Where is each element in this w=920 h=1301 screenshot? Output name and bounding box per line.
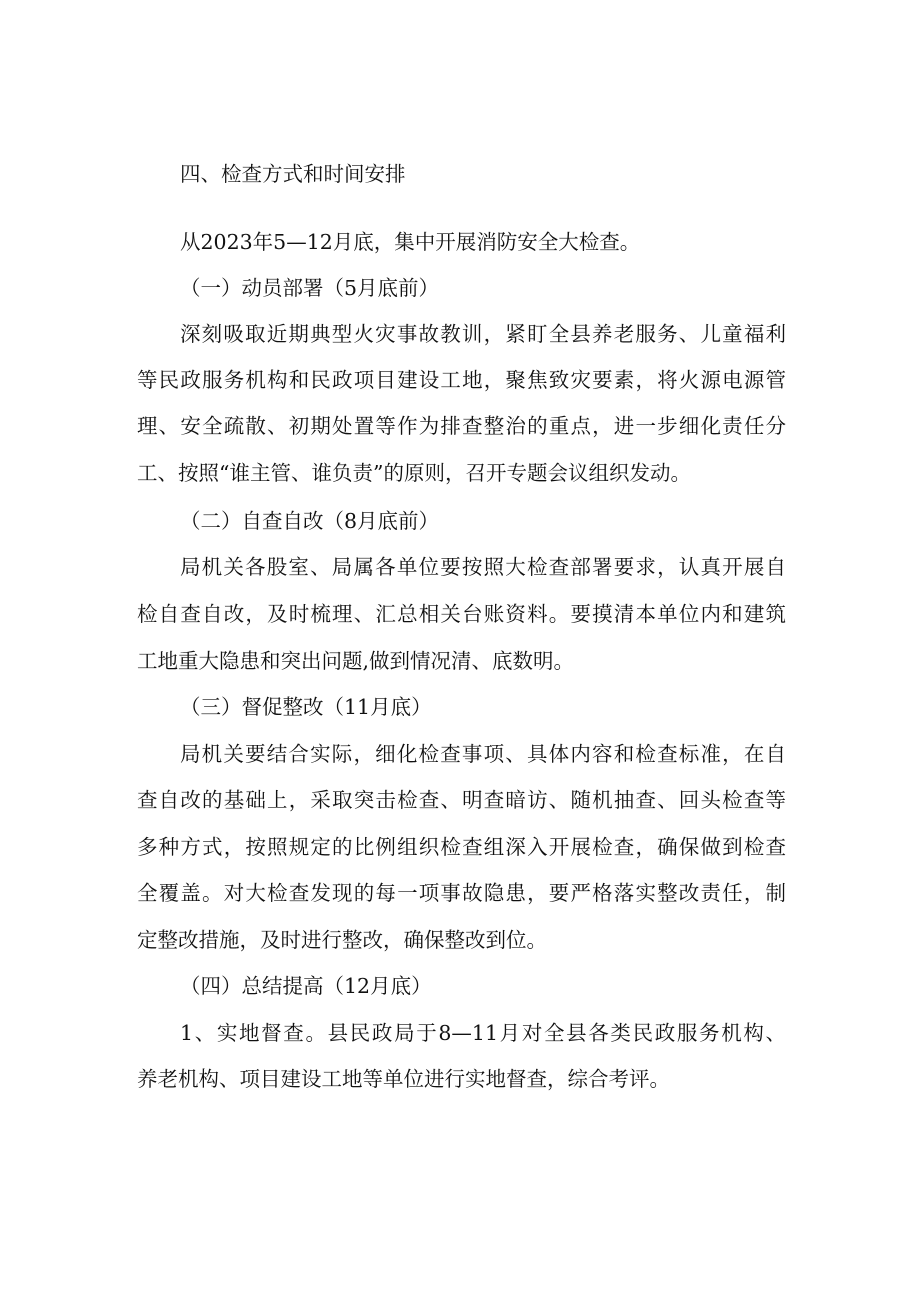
phase-1-heading: （一）动员部署（5月底前） [180,276,440,300]
phase-3-line: 查自改的基础上，采取突击检查、明查暗访、随机抽查、回头检查等 [137,788,786,812]
phase-2-line: 工地重大隐患和突出问题,做到情况清、底数明。 [137,649,575,673]
phase-2-line: 局机关各股室、局属各单位要按照大检查部署要求，认真开展自 [180,555,786,579]
phase-1-line: 工、按照“谁主管、谁负责”的原则，召开专题会议组织发动。 [137,461,691,485]
phase-2-line: 检自查自改，及时梳理、汇总相关台账资料。要摸清本单位内和建筑 [137,602,786,626]
phase-2-heading: （二）自查自改（8月底前） [180,509,440,533]
phase-3-heading: （三）督促整改（11月底） [180,695,432,719]
phase-3-line: 定整改措施，及时进行整改，确保整改到位。 [137,928,547,952]
phase-4-heading: （四）总结提高（12月底） [180,974,432,998]
phase-4-line: 养老机构、项目建设工地等单位进行实地督查，综合考评。 [137,1067,670,1091]
phase-4-line: 1、实地督查。县民政局于8—11月对全县各类民政服务机构、 [180,1021,786,1045]
intro-paragraph: 从2023年5—12月底，集中开展消防安全大检查。 [180,230,641,254]
phase-1-line: 理、安全疏散、初期处置等作为排查整治的重点，进一步细化责任分 [137,414,786,438]
phase-3-line: 局机关要结合实际，细化检查事项、具体内容和检查标准，在自 [180,742,786,766]
phase-3-line: 多种方式，按照规定的比例组织检查组深入开展检查，确保做到检查 [137,835,786,859]
phase-3-line: 全覆盖。对大检查发现的每一项事故隐患，要严格落实整改责任，制 [137,881,786,905]
phase-1-line: 深刻吸取近期典型火灾事故教训，紧盯全县养老服务、儿童福利 [180,322,786,346]
phase-1-line: 等民政服务机构和民政项目建设工地，聚焦致灾要素，将火源电源管 [137,368,786,392]
section-heading: 四、检查方式和时间安排 [180,162,406,186]
